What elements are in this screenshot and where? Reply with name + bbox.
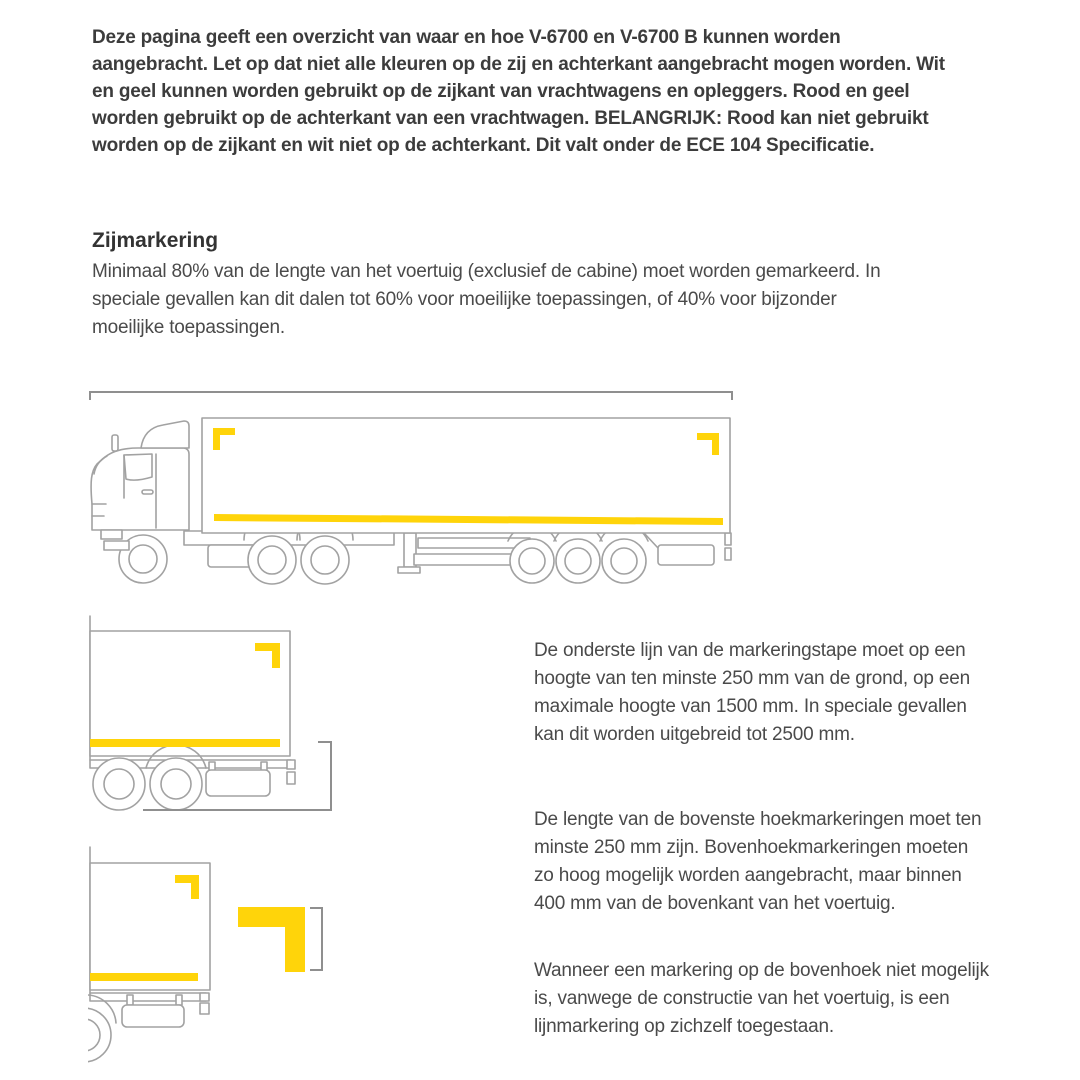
side-marking-paragraph: Minimaal 80% van de lengte van het voertuig (exclusief de cabine) moet worden gemarkeerd. In speciale gevallen kan dit dalen tot 60% voor moeilijke toepassingen, of 40% voor bijzonder moeilijke toepassingen. <box>92 261 881 338</box>
note-bottom-line-height: De onderste lijn van de markeringstape moet op een hoogte van ten minste 250 mm van de grond, op een maximale hoogte van 1500 mm. In speciale gevallen kan dit worden uitgebreid tot 2500 mm. <box>534 640 970 745</box>
corner-marking-detail-figure <box>88 843 348 1080</box>
bottom-line-marking <box>90 973 198 981</box>
corner-marking-enlarged <box>238 907 305 972</box>
side-marking-heading: Zijmarkering <box>92 229 219 252</box>
tractor-cab <box>91 421 189 550</box>
note-corner-marking-length: De lengte van de bovenste hoekmarkeringen moet ten minste 250 mm zijn. Bovenhoekmarkeringen moeten zo hoog mogelijk worden aangebracht, maar binnen 400 mm van de bovenkant van het voertuig. <box>534 809 982 914</box>
truck-side-view-figure <box>88 378 738 598</box>
note-line-marking-allowed: Wanneer een markering op de bovenhoek niet mogelijk is, vanwege de constructie van het voertuig, is een lijnmarkering op zichzelf toegestaan. <box>534 960 989 1037</box>
truck-rear-height-figure <box>88 610 348 825</box>
bottom-line-marking <box>90 739 280 747</box>
side-mirror <box>112 435 118 451</box>
intro-paragraph: Deze pagina geeft een overzicht van waar en hoe V-6700 en V-6700 B kunnen worden aangebracht. Let op dat niet alle kleuren op de zij en achterkant aangebracht mogen worden. Wit en geel kunnen worden gebruikt op de zijkant van vrachtwagens en opleggers. Rood en geel worden gebruikt op de achterkant van een vrachtwagen. BELANGRIJK: Rood kan niet gebruikt worden op de zijkant en wit niet op de achterkant. Dit valt onder de ECE 104 Specificatie. <box>92 27 945 156</box>
truck-with-trailer-illustration <box>88 378 738 593</box>
corner-size-bracket <box>310 908 322 970</box>
length-bracket <box>90 392 732 400</box>
rear-section-height-illustration <box>88 610 348 820</box>
corner-marking-detail-illustration <box>88 843 348 1080</box>
